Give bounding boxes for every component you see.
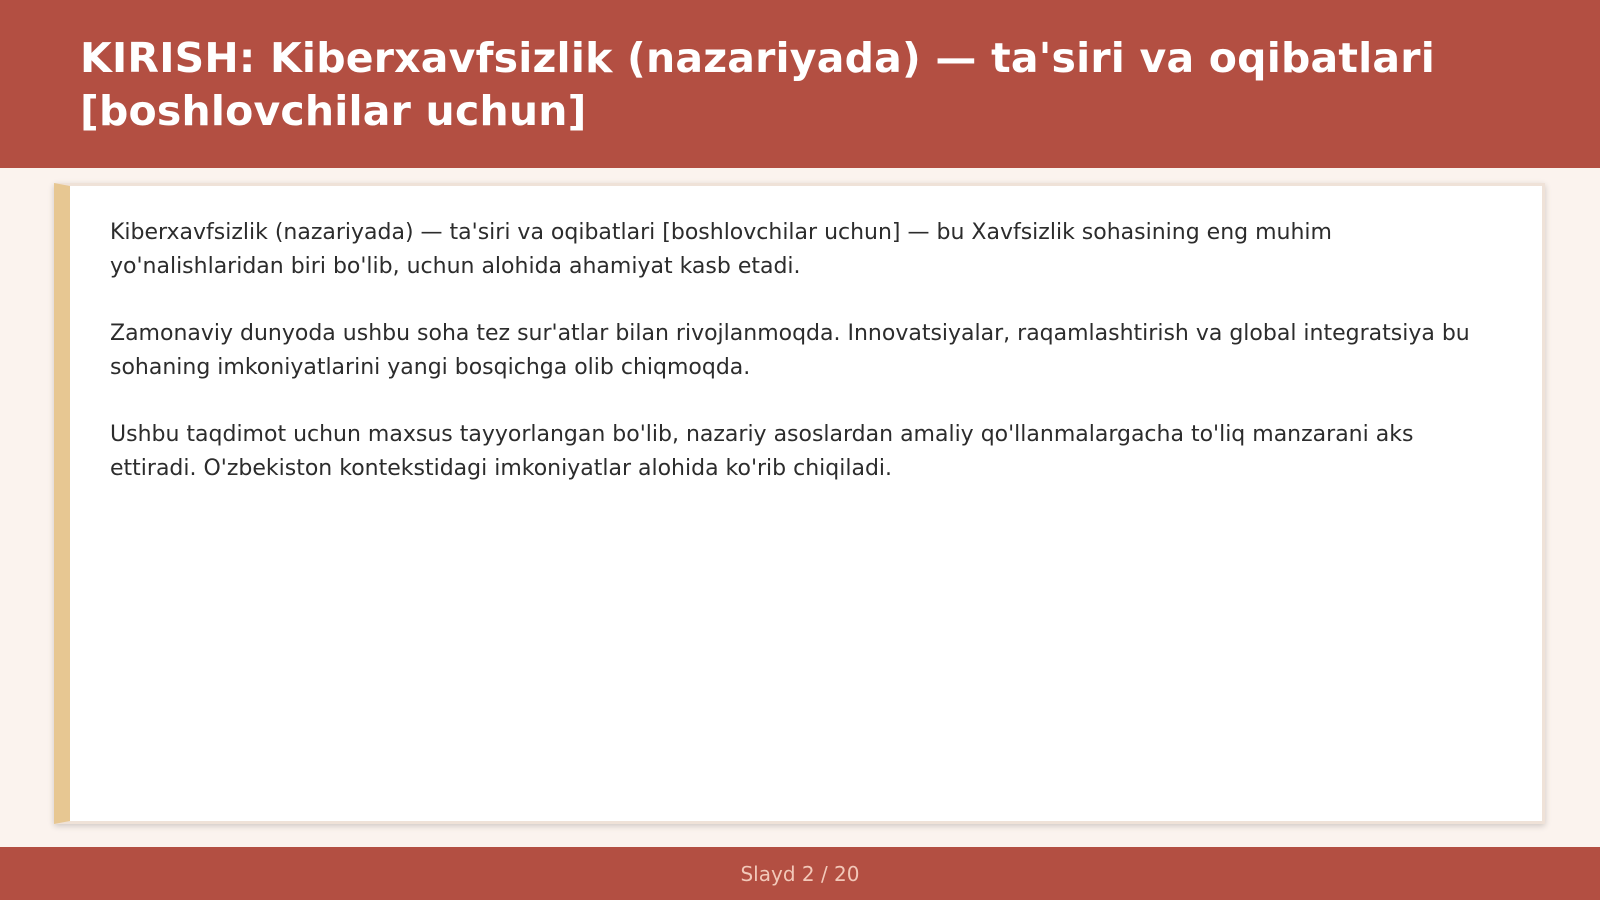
slide-number: Slayd 2 / 20 <box>740 861 860 886</box>
presentation-overview-paragraph: Ushbu taqdimot uchun maxsus tayyorlangan bo'lib, nazariy asoslardan amaliy qo'llanmalargacha to'liq manzarani aks ettiradi. O'zbekiston kontekstidagi imkoniyatlar alohida ko'rib chiqiladi. <box>110 422 1414 481</box>
slide-header <box>0 0 1600 168</box>
slide-title: KIRISH: Kiberxavfsizlik (nazariyada) — ta'siri va oqibatlari [boshlovchilar uchun] <box>80 34 1435 135</box>
development-paragraph: Zamonaviy dunyoda ushbu soha tez sur'atlar bilan rivojlanmoqda. Innovatsiyalar, raqamlashtirish va global integratsiya bu sohaning imkoniyatlarini yangi bosqichga olib chiqmoqda. <box>110 321 1470 380</box>
slide-footer <box>0 847 1600 900</box>
content-card <box>54 183 1545 824</box>
intro-paragraph: Kiberxavfsizlik (nazariyada) — ta'siri va oqibatlari [boshlovchilar uchun] — bu Xavfsizlik sohasining eng muhim yo'nalishlaridan biri bo'lib, uchun alohida ahamiyat kasb etadi. <box>110 220 1332 279</box>
